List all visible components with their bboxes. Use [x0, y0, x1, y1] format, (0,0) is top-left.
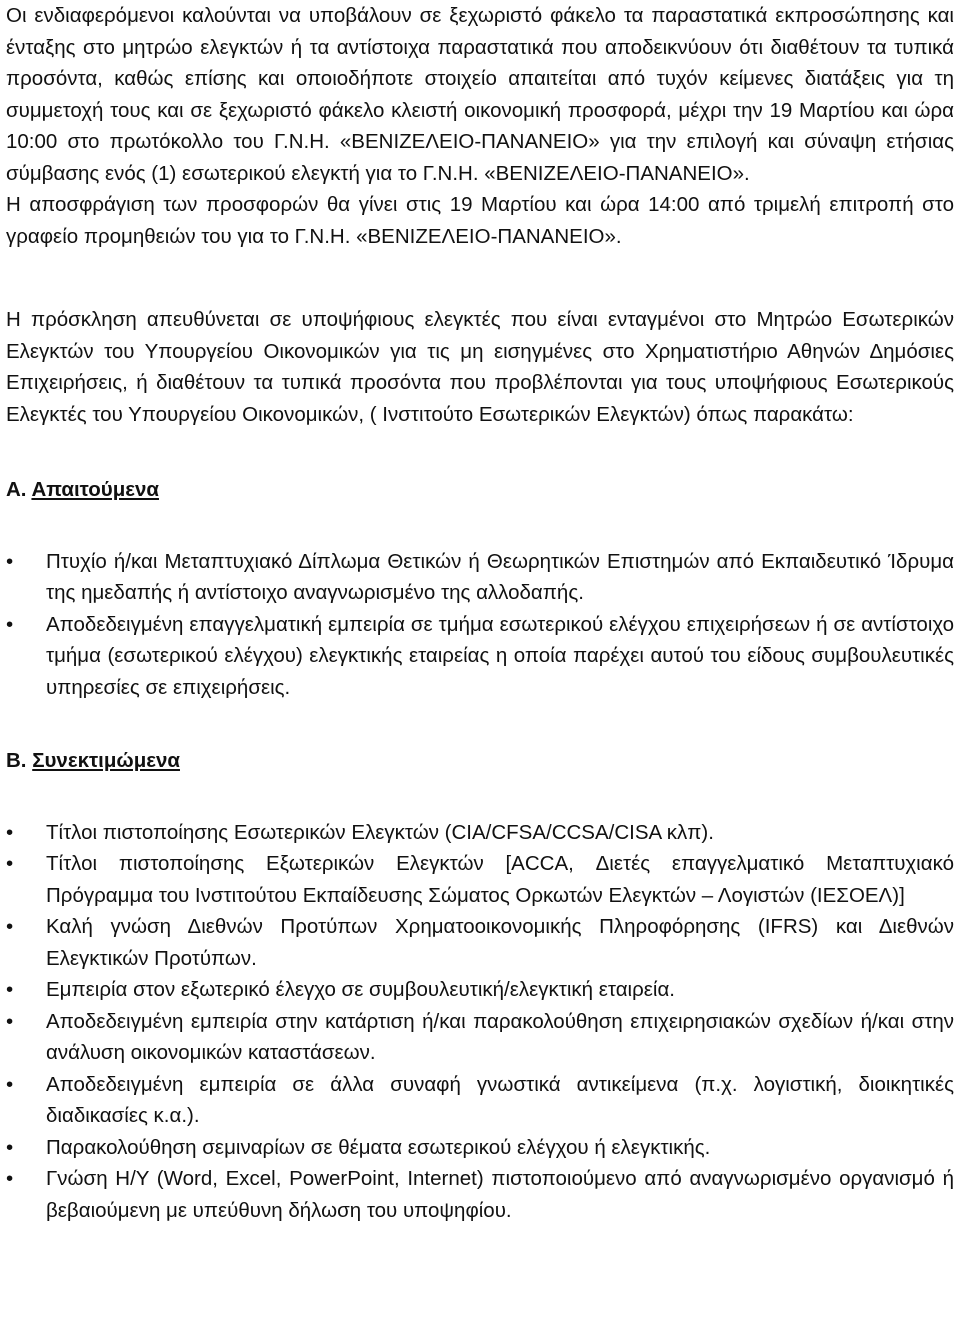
list-item-text: Τίτλοι πιστοποίησης Εσωτερικών Ελεγκτών (CIA/CFSA/CCSA/CISA κλπ).	[46, 820, 714, 844]
list-item	[6, 546, 954, 609]
list-item-text: Αποδεδειγμένη εμπειρία στην κατάρτιση ή/και παρακολούθηση επιχειρησιακών σχεδίων ή/και στην ανάλυση οικονομικών καταστάσεων.	[46, 1009, 954, 1064]
list-item-text: Παρακολούθηση σεμιναρίων σε θέματα εσωτερικού ελέγχου ή ελεγκτικής.	[46, 1135, 711, 1159]
bullet-icon: •	[6, 1009, 14, 1033]
list-item-text: Καλή γνώση Διεθνών Προτύπων Χρηματοοικονομικής Πληροφόρησης (IFRS) και Διεθνών Ελεγκτικών Προτύπων.	[46, 915, 954, 970]
bullet-icon: •	[6, 852, 14, 875]
section-a-title: Απαιτούμενα	[31, 478, 159, 501]
list-item-text: Τίτλοι πιστοποίησης Εξωτερικών Ελεγκτών [ACCA, Διετές επαγγελματικό Μεταπτυχιακό Πρόγραμμα του Ινστιτούτου Εκπαίδευσης Σώματος Ορκωτών Ελεγκτών – Λογιστών (ΙΕΣΟΕΛ)]	[46, 852, 954, 907]
section-a-heading	[6, 474, 954, 506]
document-page	[6, 0, 954, 1226]
list-item	[6, 1163, 954, 1226]
list-item	[6, 609, 954, 704]
section-b-letter: Β.	[6, 749, 27, 772]
bullet-icon: •	[6, 549, 14, 573]
section-b-title: Συνεκτιμώμενα	[32, 749, 180, 772]
bullet-icon: •	[6, 1072, 14, 1096]
section-a-letter: Α.	[6, 478, 27, 501]
list-item	[6, 974, 954, 1006]
section-b-heading	[6, 745, 954, 777]
list-item-text: Πτυχίο ή/και Μεταπτυχιακό Δίπλωμα Θετικών ή Θεωρητικών Επιστημών από Εκπαιδευτικό Ίδρυμα της ημεδαπής ή αντίστοιχο αναγνωρισμένο της αλλοδαπής.	[46, 549, 954, 604]
intro-paragraph-eligibility: Η πρόσκληση απευθύνεται σε υποψήφιους ελεγκτές που είναι ενταγμένοι στο Μητρώο Εσωτερικών Ελεγκτών του Υπουργείου Οικονομικών για τις μη εισηγμένες στο Χρηματιστήριο Αθηνών Δημόσιες Επιχειρήσεις, ή διαθέτουν τα τυπικά προσόντα που προβλέπονται για τους υποψήφιους Εσωτερικούς Ελεγκτές του Υπουργείου Οικονομικών, ( Ινστιτούτο Εσωτερικών Ελεγκτών) όπως παρακάτω:	[6, 308, 954, 426]
bullet-icon: •	[6, 915, 14, 938]
list-item	[6, 848, 954, 911]
list-item	[6, 1132, 954, 1164]
list-item	[6, 1069, 954, 1132]
bullet-icon: •	[6, 1167, 14, 1190]
bullet-icon: •	[6, 1135, 14, 1159]
bullet-icon: •	[6, 820, 14, 844]
list-item-text: Γνώση Η/Υ (Word, Excel, PowerPoint, Internet) πιστοποιούμενο από αναγνωρισμένο οργανισμό ή βεβαιούμενη με υπεύθυνη δήλωση του υποψηφίου.	[46, 1167, 954, 1222]
list-item-text: Εμπειρία στον εξωτερικό έλεγχο σε συμβουλευτική/ελεγκτική εταιρεία.	[46, 978, 676, 1001]
bullet-icon: •	[6, 612, 14, 636]
section-a-list	[6, 546, 954, 704]
list-item	[6, 911, 954, 974]
list-item-text: Αποδεδειγμένη εμπειρία σε άλλα συναφή γνωστικά αντικείμενα (π.χ. λογιστική, διοικητικές διαδικασίες κ.α.).	[46, 1072, 954, 1127]
list-item	[6, 1006, 954, 1069]
section-b-list	[6, 817, 954, 1227]
bullet-icon: •	[6, 978, 14, 1001]
intro-paragraph-opening: Η αποσφράγιση των προσφορών θα γίνει στις 19 Μαρτίου και ώρα 14:00 από τριμελή επιτροπή στο γραφείο προμηθειών του για το Γ.Ν.Η. «ΒΕΝΙΖΕΛΕΙΟ-ΠΑΝΑΝΕΙΟ».	[6, 193, 954, 248]
intro-paragraph-submission: Οι ενδιαφερόμενοι καλούνται να υποβάλουν σε ξεχωριστό φάκελο τα παραστατικά εκπροσώπησης και ένταξης στο μητρώο ελεγκτών ή τα αντίστοιχα παραστατικά που αποδεικνύουν ότι διαθέτουν τα τυπικά προσόντα, καθώς επίσης και οποιοδήποτε στοιχείο απαιτείται από τυχόν κείμενες διατάξεις για τη συμμετοχή τους και σε ξεχωριστό φάκελο κλειστή οικονομική προσφορά, μέχρι την 19 Μαρτίου και ώρα 10:00 στο πρωτόκολλο του Γ.Ν.Η. «ΒΕΝΙΖΕΛΕΙΟ-ΠΑΝΑΝΕΙΟ» για την επιλογή και σύναψη ετήσιας σύμβασης ενός (1) εσωτερικού ελεγκτή για το Γ.Ν.Η. «ΒΕΝΙΖΕΛΕΙΟ-ΠΑΝΑΝΕΙΟ».	[6, 4, 954, 185]
list-item	[6, 817, 954, 849]
list-item-text: Αποδεδειγμένη επαγγελματική εμπειρία σε τμήμα εσωτερικού ελέγχου επιχειρήσεων ή σε αντίστοιχο τμήμα (εσωτερικού ελέγχου) ελεγκτικής εταιρείας η οποία παρέχει αυτού του είδους συμβουλευτικές υπηρεσίες σε επιχειρήσεις.	[46, 612, 954, 699]
